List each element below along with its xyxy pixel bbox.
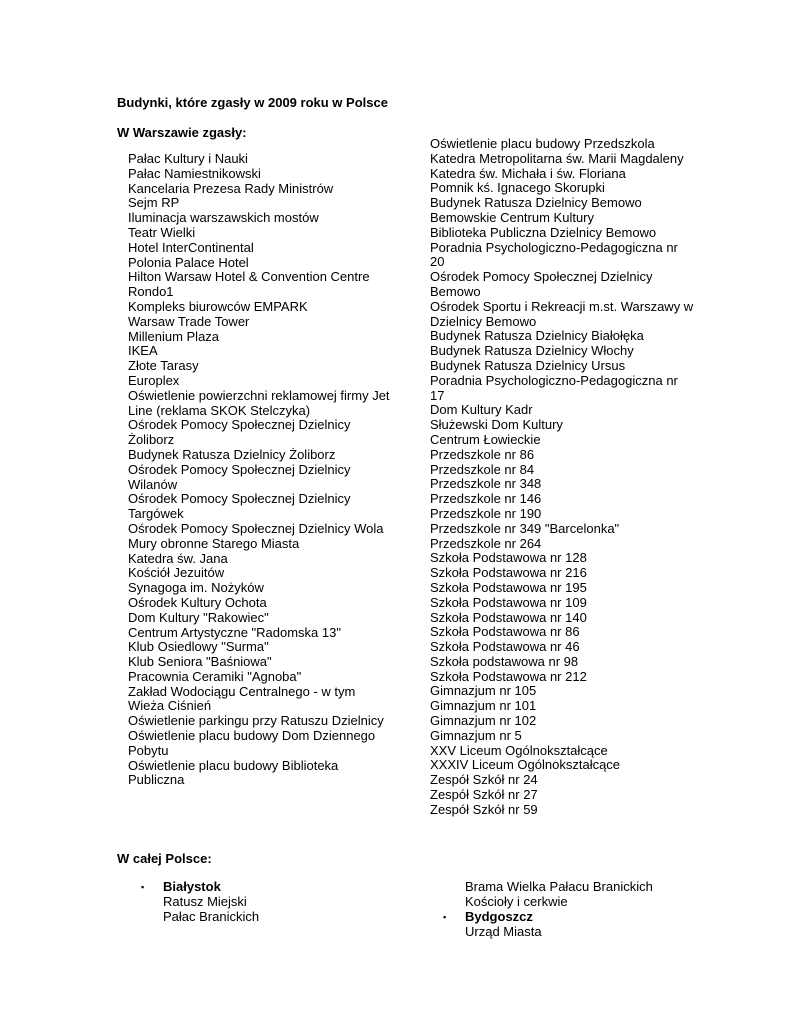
list-item: Zespół Szkół nr 24 [430,772,538,788]
list-item: Kościół Jezuitów [128,565,225,581]
list-item: Przedszkole nr 349 "Barcelonka" [430,520,620,536]
list-item: Ośrodek Pomocy Społecznej Dzielnicy [128,461,351,477]
list-item: Ośrodek Pomocy Społecznej Dzielnicy Wola [128,520,384,536]
list-item: Szkoła Podstawowa nr 109 [430,594,587,610]
list-item: Budynek Ratusza Dzielnicy Białołęka [430,328,644,344]
list-item: Gimnazjum nr 5 [430,727,522,743]
list-item: Europlex [128,372,180,388]
city-name: Bydgoszcz [465,909,533,924]
list-item: Polonia Palace Hotel [128,254,249,270]
list-item: Wilanów [128,476,178,492]
bullet-icon: ▪ [141,882,145,892]
list-item: Złote Tarasy [128,358,199,374]
city-entry-bydgoszcz [443,909,542,940]
list-item: Ośrodek Sportu i Rekreacji m.st. Warszawy w [430,298,694,314]
list-item: Poradnia Psychologiczno-Pedagogiczna nr [430,372,678,388]
list-item: Szkoła Podstawowa nr 86 [430,624,580,640]
list-item: Służewski Dom Kultury [430,417,563,433]
list-item: Żoliborz [128,432,175,448]
list-item: Katedra św. Michała i św. Floriana [430,165,626,181]
list-item: Szkoła Podstawowa nr 195 [430,579,587,595]
list-item: Katedra św. Jana [128,550,228,566]
list-item: Oświetlenie powierzchni reklamowej firmy Jet [128,387,390,403]
list-item: Kościoły i cerkwie [465,893,568,909]
list-item: Przedszkole nr 146 [430,491,542,507]
list-item: Mury obronne Starego Miasta [128,535,300,551]
list-item: Przedszkole nr 264 [430,535,542,551]
list-item: Szkoła Podstawowa nr 216 [430,565,587,581]
list-item: Ośrodek Pomocy Społecznej Dzielnicy [128,491,351,507]
list-item: Oświetlenie placu budowy Dom Dziennego [128,728,376,744]
list-item: XXXIV Liceum Ogólnokształcące [430,757,621,773]
list-item: Teatr Wielki [128,224,196,240]
list-item: Pomnik kś. Ignacego Skorupki [430,180,605,196]
list-item: Line (reklama SKOK Stelczyka) [128,402,311,418]
list-item: Pałac Branickich [163,908,260,924]
list-item: Katedra Metropolitarna św. Marii Magdaleny [430,150,684,166]
warsaw-list-left [128,152,390,788]
list-item: Millenium Plaza [128,328,220,344]
list-item: Klub Osiedlowy "Surma" [128,639,269,655]
list-item: Oświetlenie parkingu przy Ratuszu Dzielnicy [128,713,384,729]
list-item: Hilton Warsaw Hotel & Convention Centre [128,269,370,285]
list-item: 20 [430,254,445,270]
list-item: Bemowo [430,283,481,299]
list-item: Iluminacja warszawskich mostów [128,210,319,226]
list-item: Gimnazjum nr 101 [430,698,537,714]
list-item: Ośrodek Pomocy Społecznej Dzielnicy [430,269,653,285]
list-item: Poradnia Psychologiczno-Pedagogiczna nr [430,239,678,255]
list-item: Centrum Łowieckie [430,431,541,447]
list-item: Szkoła podstawowa nr 98 [430,653,579,669]
warsaw-heading: W Warszawie zgasły: [117,125,247,140]
list-item: Pobytu [128,742,169,758]
list-item: Gimnazjum nr 105 [430,683,537,699]
list-item: Ośrodek Pomocy Społecznej Dzielnicy [128,417,351,433]
list-item: Szkoła Podstawowa nr 140 [430,609,587,625]
warsaw-list-right [430,137,693,818]
poland-heading: W całej Polsce: [117,851,212,866]
list-item: Warsaw Trade Tower [128,313,250,329]
list-item: Klub Seniora "Baśniowa" [128,654,272,670]
list-item: Zakład Wodociągu Centralnego - w tym [128,683,356,699]
list-item: Publiczna [128,772,185,788]
list-item: Zespół Szkół nr 59 [430,801,538,817]
list-item: Brama Wielka Pałacu Branickich [465,879,653,894]
document-title: Budynki, które zgasły w 2009 roku w Polsce [117,95,388,110]
list-item: Budynek Ratusza Dzielnicy Ursus [430,357,626,373]
list-item: Szkoła Podstawowa nr 212 [430,668,587,684]
list-item: Wieża Ciśnień [128,698,212,714]
list-item: Szkoła Podstawowa nr 46 [430,639,580,655]
list-item: Oświetlenie placu budowy Przedszkola [430,136,655,151]
bullet-icon: ▪ [443,912,447,922]
list-item: Dom Kultury Kadr [430,402,533,418]
list-item: Dom Kultury "Rakowiec" [128,609,269,625]
list-item: 17 [430,387,445,403]
list-item: Gimnazjum nr 102 [430,713,537,729]
list-item: Przedszkole nr 348 [430,476,542,492]
list-item: Szkoła Podstawowa nr 128 [430,550,587,566]
list-item: Biblioteka Publiczna Dzielnicy Bemowo [430,224,657,240]
list-item: Oświetlenie placu budowy Biblioteka [128,757,339,773]
list-item: Rondo1 [128,284,174,300]
city-name: Białystok [163,879,221,894]
city-entry-bialystok [141,879,260,924]
list-item: Ratusz Miejski [163,893,247,909]
list-item: Kompleks biurowców EMPARK [128,298,308,314]
list-item: Kancelaria Prezesa Rady Ministrów [128,180,334,196]
list-item: Zespół Szkół nr 27 [430,787,538,803]
bialystok-continued [465,880,653,910]
list-item: Dzielnicy Bemowo [430,313,537,329]
list-item: Targówek [128,506,184,522]
list-item: Synagoga im. Nożyków [128,580,264,596]
list-item: Pałac Kultury i Nauki [128,151,248,166]
list-item: Centrum Artystyczne "Radomska 13" [128,624,341,640]
list-item: XXV Liceum Ogólnokształcące [430,742,608,758]
list-item: Przedszkole nr 84 [430,461,535,477]
list-item: Urząd Miasta [465,923,542,939]
list-item: Sejm RP [128,195,180,211]
list-item: Przedszkole nr 86 [430,446,535,462]
list-item: Budynek Ratusza Dzielnicy Żoliborz [128,446,336,462]
list-item: Hotel InterContinental [128,239,254,255]
list-item: Ośrodek Kultury Ochota [128,594,267,610]
list-item: Budynek Ratusza Dzielnicy Bemowo [430,195,642,211]
list-item: Pracownia Ceramiki "Agnoba" [128,668,302,684]
list-item: IKEA [128,343,158,359]
list-item: Budynek Ratusza Dzielnicy Włochy [430,343,634,359]
list-item: Bemowskie Centrum Kultury [430,209,594,225]
list-item: Przedszkole nr 190 [430,505,542,521]
list-item: Pałac Namiestnikowski [128,165,261,181]
